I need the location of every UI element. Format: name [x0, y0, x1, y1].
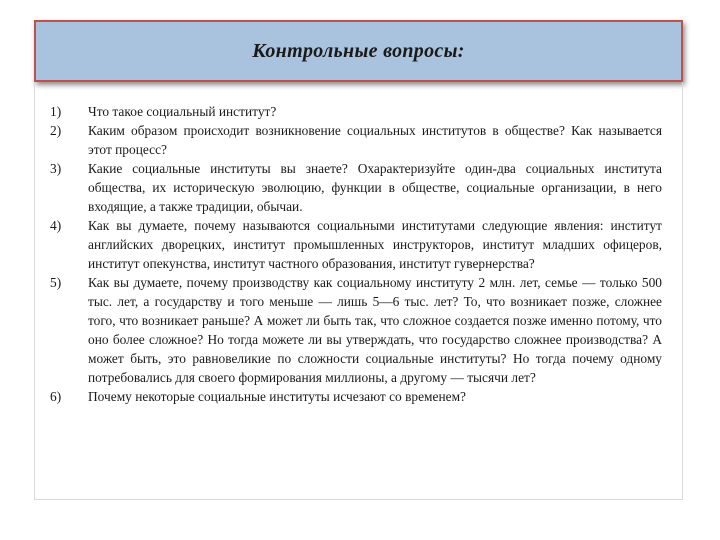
question-number: 4): [50, 218, 62, 233]
questions-list: [50, 102, 662, 406]
question-item-3: [50, 159, 662, 216]
question-item-6: [50, 387, 662, 406]
question-text: Какие социальные институты вы знаете? Охарактеризуйте один-два социальных института общества, их историческую эволюцию, функции в обществе, социальные организации, в него входящие, а также традиции, обычаи.: [88, 161, 662, 214]
question-text: Почему некоторые социальные институты исчезают со временем?: [88, 389, 466, 404]
question-item-4: [50, 216, 662, 273]
question-item-5: [50, 273, 662, 387]
question-text: Как вы думаете, почему называются социальными институтами следующие явления: институт английских дворецких, институт промышленных инструкторов, институт младших офицеров, институт опекунства, институт частного образования, институт гувернерства?: [88, 218, 662, 271]
title-banner: [34, 20, 683, 82]
question-text: Каким образом происходит возникновение социальных институтов в обществе? Как называется этот процесс?: [88, 123, 662, 157]
question-number: 1): [50, 104, 62, 119]
question-number: 2): [50, 123, 62, 138]
question-number: 3): [50, 161, 62, 176]
question-text: Как вы думаете, почему производству как социальному институту 2 млн. лет, семье — только 500 тыс. лет, а государству и того меньше — лишь 5—6 тыс. лет? То, что возникает позже, сложнее того, что возникает раньше? А может ли быть так, что сложное создается позже именно потому, что оно более сложное? Но тогда можете ли вы утверждать, что государство сложнее производства? А может быть, это равновеликие по сложности социальные институты? Но тогда почему одному потребовались для своего формирования миллионы, а другому — тысячи лет?: [88, 275, 662, 385]
question-item-2: [50, 121, 662, 159]
question-number: 6): [50, 389, 62, 404]
question-number: 5): [50, 275, 62, 290]
question-item-1: [50, 102, 662, 121]
question-text: Что такое социальный институт?: [88, 104, 277, 119]
slide-title: Контрольные вопросы:: [252, 39, 465, 62]
